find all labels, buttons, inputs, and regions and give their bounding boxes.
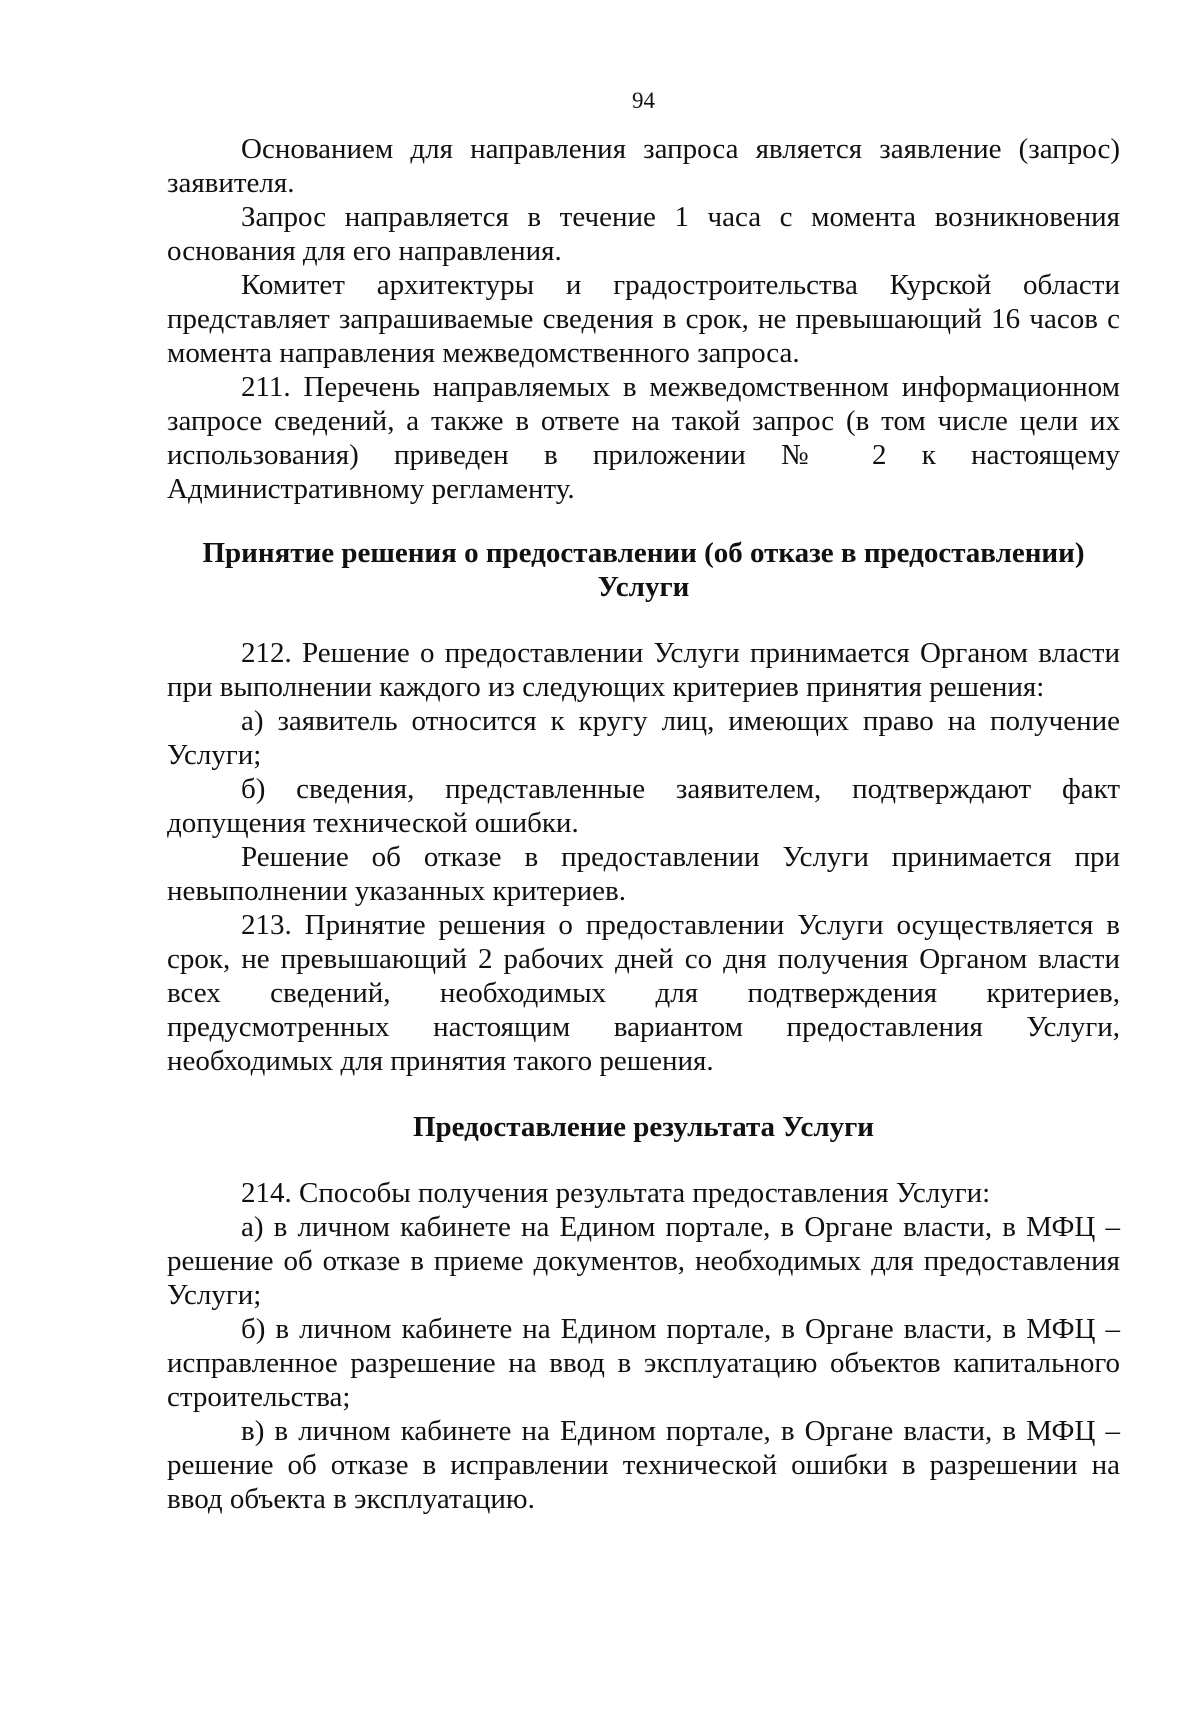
paragraph-212: 212. Решение о предоставлении Услуги принимается Органом власти при выполнении каждого из следующих критериев принятия решения: (167, 637, 1120, 703)
paragraph-212-b: б) сведения, представленные заявителем, подтверждают факт допущения технической ошибки. (167, 773, 1120, 839)
section-heading-decision: Принятие решения о предоставлении (об отказе в предоставлении) Услуги (202, 537, 1085, 603)
paragraph-213: 213. Принятие решения о предоставлении Услуги осуществляется в срок, не превышающий 2 рабочих дней со дня получения Органом власти всех сведений, необходимых для подтверждения критериев, предусмотренных настоящим вариантом предоставления Услуги, необходимых для принятия такого решения. (167, 909, 1120, 1077)
paragraph-212-a: а) заявитель относится к кругу лиц, имеющих право на получение Услуги; (167, 705, 1120, 771)
paragraph-214-a: а) в личном кабинете на Едином портале, в Органе власти, в МФЦ – решение об отказе в приеме документов, необходимых для предоставления Услуги; (167, 1211, 1120, 1311)
paragraph-214-c: в) в личном кабинете на Едином портале, в Органе власти, в МФЦ – решение об отказе в исправлении технической ошибки в разрешении на ввод объекта в эксплуатацию. (167, 1415, 1120, 1515)
paragraph-request-basis: Основанием для направления запроса является заявление (запрос) заявителя. (167, 133, 1120, 199)
document-page (167, 88, 1120, 1516)
section-request-basis (167, 132, 1120, 506)
paragraph-request-timing: Запрос направляется в течение 1 часа с момента возникновения основания для его направления. (167, 201, 1120, 267)
paragraph-committee-response: Комитет архитектуры и градостроительства Курской области представляет запрашиваемые сведения в срок, не превышающий 16 часов с момента направления межведомственного запроса. (167, 269, 1120, 369)
section-result (167, 1176, 1120, 1516)
paragraph-214: 214. Способы получения результата предоставления Услуги: (241, 1177, 991, 1209)
section-decision (167, 636, 1120, 1078)
paragraph-214-b: б) в личном кабинете на Едином портале, в Органе власти, в МФЦ – исправленное разрешение на ввод в эксплуатацию объектов капитального строительства; (167, 1313, 1120, 1413)
section-heading-result: Предоставление результата Услуги (413, 1111, 874, 1143)
page-number: 94 (632, 88, 655, 113)
paragraph-refusal-criteria: Решение об отказе в предоставлении Услуги принимается при невыполнении указанных критериев. (167, 841, 1120, 907)
paragraph-211: 211. Перечень направляемых в межведомственном информационном запросе сведений, а также в ответе на такой запрос (в том числе цели их использования) приведен в приложении № 2 к настоящему Административному регламенту. (167, 371, 1120, 505)
